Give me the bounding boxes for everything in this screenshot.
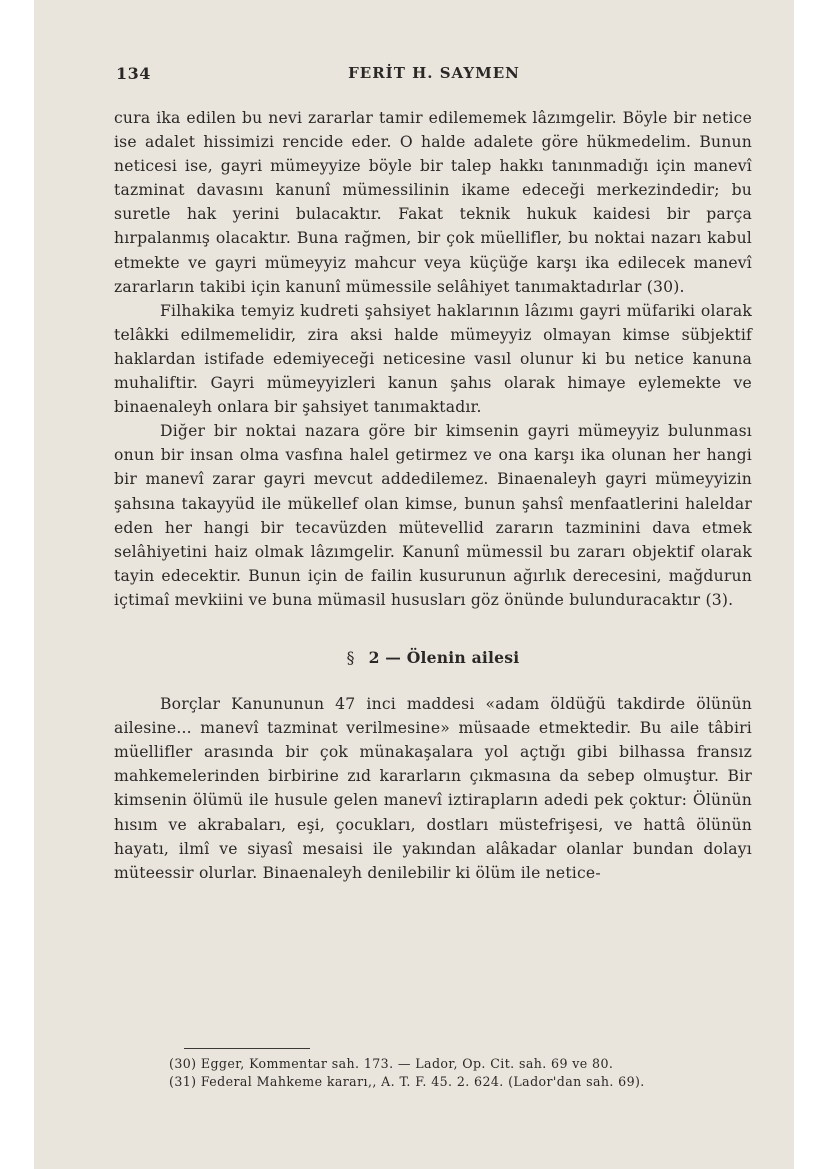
paragraph: Filhakika temyiz kudreti şahsiyet haklarının lâzımı gayri müfariki olarak telâkki edilmemelidir, zira aksi halde mümeyyiz olmayan kimse sübjektif haklardan istifade edemiyeceği neticesine vasıl olunur ki bu netice kanuna muhaliftir. Gayri mümeyyizleri kanun şahıs olarak himaye eylemekte ve binaenaleyh onlara bir şahsiyet tanımaktadır. (114, 301, 752, 417)
footnote: (31) Federal Mahkeme kararı,, A. T. F. 45. 2. 624. (Lador'dan sah. 69). (169, 1074, 645, 1090)
book-page (34, 0, 794, 1169)
paragraph: cura ika edilen bu nevi zararlar tamir edilememek lâzımgelir. Böyle bir netice ise adalet hissimizi rencide eder. O halde adalete göre hükmedelim. Bunun neticesi ise, gayri mümeyyize böyle bir talep hakkı tanınmadığı için manevî tazminat davasını kanunî mümessilinin ikame edeceği merkezindedir; bu suretle hak yerini bulacaktır. Fakat teknik hukuk kaidesi bir parça hırpalanmış olacaktır. Buna rağmen, bir çok müellifler, bu noktai nazarı kabul etmekte ve gayri mümeyyiz mahcur veya küçüğe karşı ika edilecek manevî zararların takibi için kanunî mümessile selâhiyet tanımaktadırlar (30). (114, 109, 752, 296)
page-number: 134 (116, 64, 151, 83)
section-heading (114, 646, 752, 670)
running-title: FERİT H. SAYMEN (348, 64, 520, 82)
paragraph: Borçlar Kanununun 47 inci maddesi «adam öldüğü takdirde ölünün ailesine... manevî tazminat verilmesine» müsaade etmektedir. Bu aile tâbiri müellifler arasında bir çok münakaşalara yol açtığı gibi bilhassa fransız mahkemelerinden birbirine zıd kararların çıkmasına da sebep olmuştur. Bir kimsenin ölümü ile husule gelen manevî iztirapların adedi pek çoktur: Ölünün hısım ve akrabaları, eşi, çocukları, dostları müstefrişesi, ve hattâ ölünün hayatı, ilmî ve siyasî mesaisi ile yakından alâkadar olanlar bundan dolayı müteessir olurlar. Binaenaleyh denilebilir ki ölüm ile netice- (114, 695, 752, 882)
footnote: (30) Egger, Kommentar sah. 173. — Lador, Op. Cit. sah. 69 ve 80. (169, 1056, 614, 1071)
footnotes (114, 1055, 754, 1091)
page-header (116, 60, 752, 84)
section-sign: § (346, 648, 355, 667)
footnote-separator (184, 1048, 310, 1049)
paragraph: Diğer bir noktai nazara göre bir kimsenin gayri mümeyyiz bulunması onun bir insan olma vasfına halel getirmez ve ona karşı ika olunan her hangi bir manevî zarar gayri mevcut addedilemez. Binaenaleyh gayri mümeyyizin şahsına takayyüd ile mükellef olan kimse, bunun şahsî menfaatlerini haleldar eden her hangi bir tecavüzden mütevellid zararın tazminini dava etmek selâhiyetini haiz olmak lâzımgelir. Kanunî mümessil bu zararı objektif olarak tayin edecektir. Bunun için de failin kusurunun ağırlık derecesini, mağdurun içtimaî mevkiini ve buna mümasil hususları göz önünde bulunduracaktır (3). (114, 422, 752, 609)
section-title: 2 — Ölenin ailesi (368, 647, 520, 667)
main-text (114, 106, 752, 885)
